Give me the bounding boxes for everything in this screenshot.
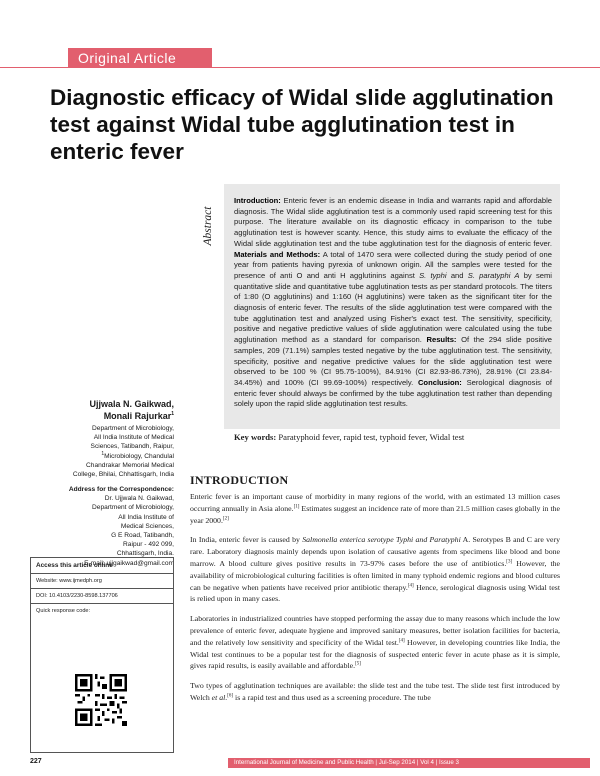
affiliation-line: Sciences, Tatibandh, Raipur, (90, 443, 174, 451)
citation[interactable]: [1] (293, 504, 300, 510)
intro-paragraph-1: Enteric fever is an important cause of morbidity in many regions of the world, with an estimated 13 million cases occurring annually in Asia alone.[1] Estimates suggest an incidence rate of more than 21.5 million cases globally in the year 2000.[2] (190, 492, 560, 525)
access-heading: Access this article online (31, 558, 173, 574)
citation[interactable]: [4] (398, 638, 405, 644)
correspondence-line: G E Road, Tatibandh, (111, 532, 174, 540)
journal-footer-bar: International Journal of Medicine and Public Health | Jul-Sep 2014 | Vol 4 | Issue 3 (228, 758, 590, 768)
abstract-methods-label: Materials and Methods: (234, 249, 321, 259)
access-box (30, 557, 174, 753)
affiliation-line: College, Bhilai, Chhattisgarh, India (72, 471, 174, 479)
correspondence-line: Department of Microbiology, (92, 504, 174, 512)
citation[interactable]: [3] (506, 559, 513, 565)
correspondence-line: Medical Sciences, (120, 522, 174, 530)
keywords-label: Key words: (234, 432, 277, 442)
citation[interactable]: [5] (355, 661, 361, 667)
intro-paragraph-4: Two types of agglutination techniques are available: the slide test and the tube test. The slide test first introduced by Welch et al.[6] is a rapid test and thus used as a screening procedure. The tube (190, 681, 560, 702)
intro-paragraph-3: Laboratories in industrialized countries have stopped performing the assay due to many reasons which include the low prevalence of enteric fever, adequate hygiene and improved sanitary measures, better isolation facilities for bacteria, and the relatively low sensitivity and specificity of the Widal test.[4] However, in developing countries like India, the Widal test continues to be a popular test for the diagnosis of suspected enteric fever in acute phase as it is simple, gives rapid results, is easily available and affordable.[5] (190, 614, 560, 671)
keywords (224, 432, 560, 442)
abstract-results-text: Of the 294 slide positive samples, 209 (71.1%) samples tested negative by the tube agglutination test. The sensitivity, specificity, positive and negative predictive values for the slide agglutination test were observed to be 100 % (CI 95.75-100%), 84.91% (CI 82.93-86.73%), 28.91% (CI 23.84-34.45%) and 100% (CI 99.69-100%) respectively. (234, 335, 552, 387)
correspondence-line: Dr. Ujjwala N. Gaikwad, (104, 495, 174, 503)
page-number: 227 (30, 758, 42, 765)
abstract-organism-2: S. paratyphi A (467, 270, 520, 280)
abstract-results-label: Results: (426, 335, 457, 345)
citation[interactable]: [2] (222, 516, 229, 521)
section-heading-introduction: INTRODUCTION (190, 473, 289, 487)
qr-code-icon[interactable] (75, 674, 127, 726)
introduction-body (190, 491, 560, 712)
author-2: Monali Rajurkar$^1$ (103, 411, 174, 421)
affiliation-sup: 1 (101, 450, 105, 457)
abstract-intro-text: Enteric fever is an endemic disease in India and warrants rapid and affordable diagnosis. The Widal slide agglutination test is a commonly used rapid screening test for this purpose. The literature available on its diagnostic efficacy in comparison to the tube agglutination test is however scanty. Hence, this study aims to evaluate the efficacy of the Widal slide agglutination test and the tube agglutination test for the diagnosis of enteric fever. (234, 196, 552, 248)
affiliation-line: Chandrakar Memorial Medical (86, 461, 174, 469)
keywords-text: Paratyphoid fever, rapid test, typhoid fever, Widal test (278, 432, 465, 442)
abstract-methods-and: and (450, 270, 464, 280)
citation[interactable]: [4] (407, 582, 414, 588)
affiliation (30, 424, 174, 479)
abstract-methods-text-1: A total of 1470 sera were collected during the study period of one year from patients having pyrexia of unknown origin. All the samples were tested for the presence of anti O and anti H agglutinins against (234, 249, 552, 280)
correspondence-email[interactable]: E-mail: ujjgaikwad@gmail.com (84, 559, 174, 567)
author-2-sup: 1 (171, 411, 174, 417)
author-1: Ujjwala N. Gaikwad, (89, 399, 174, 409)
affiliation-line: Department of Microbiology, (92, 425, 174, 432)
correspondence-line: Raipur - 492 099, (123, 541, 174, 549)
correspondence-label: Address for the Correspondence: (68, 486, 174, 493)
correspondence-line: Chhattisgarh, India. (116, 550, 174, 558)
abstract-organism-1: S. typhi (419, 270, 447, 280)
abstract-label-text: Abstract (202, 206, 214, 246)
abstract-intro-label: Introduction: (234, 196, 281, 205)
article-type-tab: Original Article (68, 48, 212, 68)
abstract-methods-text-2: by semi quantitative slide and quantitative tube agglutination tests as per standard protocols. The titers of 1:80 (O agglutinins) and 1:160 (H agglutinins) were taken as the significant titer for the diagnosis of enteric fever. The results of the slide agglutination test were compared with the tube agglutination test and analyzed using Fisher's exact test. The sensitivity, specificity, positive and negative predictive values of slide agglutination were calculated using the tube agglutination method as a standard for comparison. (234, 270, 552, 345)
abstract-conclusion-label: Conclusion: (417, 377, 462, 387)
authors (30, 398, 174, 422)
abstract-conclusion-text: Serological diagnosis of enteric fever should always be confirmed by the tube agglutination test rather than depending solely upon the rapid slide agglutination test results. (234, 377, 552, 409)
page-footer (0, 752, 600, 776)
organism-name: Salmonella enterica serotype Typhi and Paratyphi (302, 535, 461, 545)
affiliation-line: All India Institute of Medical (93, 434, 174, 442)
article-type-bar (0, 48, 600, 68)
affiliation-line: $^1$Microbiology, Chandulal (101, 450, 174, 460)
access-website[interactable]: Website: www.ijmedph.org (31, 574, 173, 589)
article-title: Diagnostic efficacy of Widal slide agglutination test against Widal tube agglutination test in enteric fever (50, 85, 554, 164)
correspondence (30, 485, 174, 568)
correspondence-line: All India Institute of (118, 513, 174, 521)
abstract-box (224, 184, 560, 429)
intro-paragraph-2: In India, enteric fever is caused by Salmonella enterica serotype Typhi and Paratyphi A. Serotypes B and C are very rare. Laboratory diagnosis mainly depends upon isolation of causative agents from specimens like blood and bone marrow. A blood culture gives positive results in 73-97% cases before the use of antibiotics.[3] However, the availability of microbiological culturing facilities is often limited in many typhoid endemic regions and blood cultures can be negative when patients have received prior antibiotic therapy.[4] Hence, serological diagnosis using Widal test is relied upon in many cases. (190, 535, 561, 604)
abstract-side-label (200, 186, 216, 266)
access-qr-label: Quick response code: (36, 608, 91, 614)
et-al: et al. (211, 692, 228, 702)
access-doi[interactable]: DOI: 10.4103/2230-8598.137706 (31, 589, 173, 604)
citation[interactable]: [6] (227, 693, 234, 699)
